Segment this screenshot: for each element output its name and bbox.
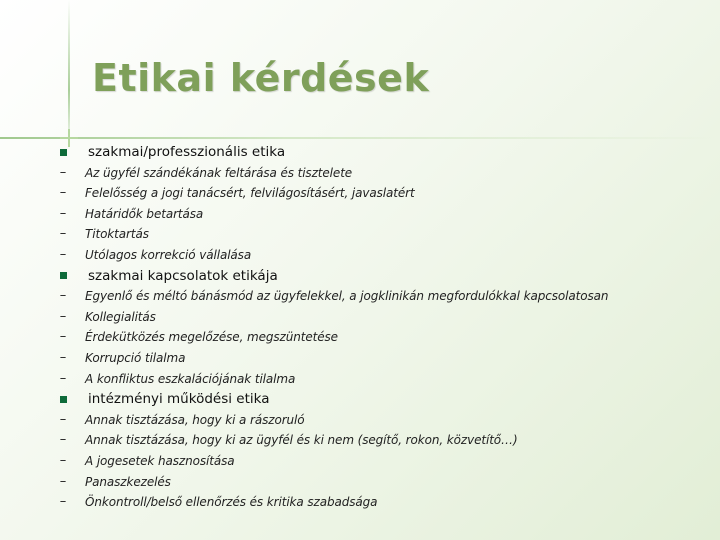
dash-glyph: – (59, 452, 67, 468)
dash-bullet-icon (56, 348, 70, 368)
square-bullet-icon (56, 142, 70, 162)
dash-glyph: – (59, 185, 67, 201)
sub-bullet-item (56, 286, 706, 307)
sub-bullet-item (56, 472, 706, 493)
bullet-text: Egyenlő és méltó bánásmód az ügyfelekkel, a jogklinikán megfordulókkal kapcsolatosan (85, 289, 609, 304)
dash-bullet-icon (56, 472, 70, 492)
section-heading-item (56, 142, 706, 163)
bullet-text: Panaszkezelés (85, 474, 171, 489)
sub-bullet-item (56, 348, 706, 369)
dash-glyph: – (59, 308, 67, 324)
bullet-list (56, 142, 706, 513)
sub-bullet-item (56, 430, 706, 451)
dash-glyph: – (59, 329, 67, 345)
square-bullet-shape (60, 149, 67, 156)
sub-bullet-item (56, 410, 706, 431)
dash-glyph: – (59, 370, 67, 386)
dash-bullet-icon (56, 163, 70, 183)
sub-bullet-item (56, 204, 706, 225)
bullet-text: intézményi működési etika (88, 391, 270, 408)
bullet-text: Annak tisztázása, hogy ki a rászoruló (85, 412, 305, 427)
sub-bullet-item (56, 307, 706, 328)
dash-glyph: – (59, 473, 67, 489)
sub-bullet-item (56, 245, 706, 266)
decorative-horizontal-line (0, 137, 720, 139)
dash-glyph: – (59, 246, 67, 262)
square-bullet-icon (56, 266, 70, 286)
dash-glyph: – (59, 432, 67, 448)
sub-bullet-item (56, 327, 706, 348)
dash-bullet-icon (56, 430, 70, 450)
sub-bullet-item (56, 492, 706, 513)
bullet-text: Annak tisztázása, hogy ki az ügyfél és ki nem (segítő, rokon, közvetítő…) (85, 433, 518, 448)
dash-bullet-icon (56, 410, 70, 430)
dash-glyph: – (59, 205, 67, 221)
dash-glyph: – (59, 494, 67, 510)
bullet-text: Kollegialitás (85, 309, 156, 324)
decorative-vertical-line (68, 0, 70, 150)
bullet-text: szakmai/professzionális etika (88, 144, 286, 160)
section-heading-item (56, 266, 706, 287)
dash-bullet-icon (56, 327, 70, 347)
bullet-text: Titoktartás (85, 227, 149, 242)
dash-bullet-icon (56, 204, 70, 224)
dash-bullet-icon (56, 492, 70, 512)
bullet-text: Önkontroll/belső ellenőrzés és kritika szabadsága (85, 495, 378, 510)
dash-glyph: – (59, 288, 67, 304)
dash-bullet-icon (56, 307, 70, 327)
dash-glyph: – (59, 226, 67, 242)
section-heading-item (56, 389, 706, 410)
bullet-text: Korrupció tilalma (85, 350, 186, 365)
bullet-text: szakmai kapcsolatok etikája (88, 267, 278, 284)
bullet-text: A konfliktus eszkalációjának tilalma (85, 371, 296, 386)
dash-bullet-icon (56, 183, 70, 203)
bullet-text: Utólagos korrekció vállalása (85, 247, 252, 262)
dash-bullet-icon (56, 286, 70, 306)
bullet-text: Felelősség a jogi tanácsért, felvilágosításért, javaslatért (85, 186, 415, 201)
square-bullet-shape (60, 396, 67, 403)
dash-bullet-icon (56, 369, 70, 389)
square-bullet-shape (60, 272, 67, 279)
dash-glyph: – (59, 164, 67, 180)
bullet-text: Érdekütközés megelőzése, megszüntetése (85, 330, 338, 345)
dash-bullet-icon (56, 245, 70, 265)
slide-title: Etikai kérdések (92, 56, 430, 100)
dash-bullet-icon (56, 451, 70, 471)
dash-glyph: – (59, 349, 67, 365)
dash-glyph: – (59, 411, 67, 427)
sub-bullet-item (56, 451, 706, 472)
sub-bullet-item (56, 183, 706, 204)
bullet-text: A jogesetek hasznosítása (85, 453, 235, 468)
bullet-text: Határidők betartása (85, 206, 204, 221)
bullet-text: Az ügyfél szándékának feltárása és tisztelete (85, 165, 353, 180)
dash-bullet-icon (56, 224, 70, 244)
sub-bullet-item (56, 163, 706, 184)
sub-bullet-item (56, 369, 706, 390)
sub-bullet-item (56, 224, 706, 245)
square-bullet-icon (56, 389, 70, 409)
